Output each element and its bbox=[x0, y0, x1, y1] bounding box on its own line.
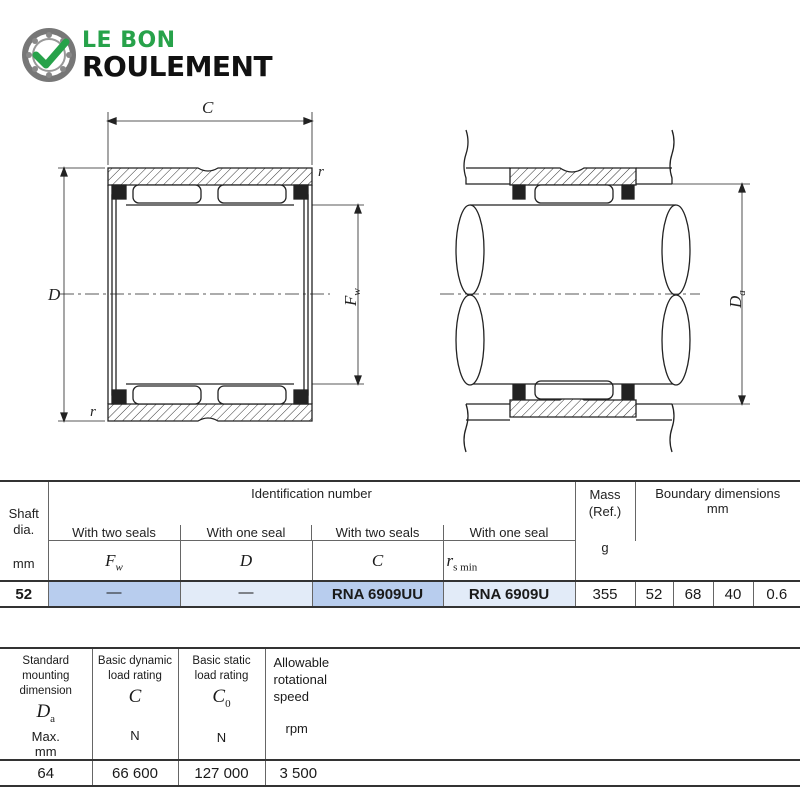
header-c0-symbol: $C_0$ bbox=[212, 686, 231, 710]
header-stat-1: Basic static bbox=[192, 655, 251, 667]
header-dyn-unit: N bbox=[130, 728, 140, 743]
cell-dash-1: — bbox=[48, 581, 180, 607]
cell-speed: 3 500 bbox=[265, 760, 800, 786]
brand-logo bbox=[22, 26, 302, 86]
table-row bbox=[0, 760, 800, 786]
header-std-mount-2: dimension bbox=[19, 685, 72, 697]
cell-da: 64 bbox=[37, 764, 55, 782]
cell-d: 68 bbox=[673, 581, 713, 607]
header-with-one-seal-1: With one seal bbox=[180, 525, 312, 540]
header-shaft-mm: mm bbox=[12, 556, 35, 571]
cell-shaft: 52 bbox=[15, 585, 33, 603]
cell-mass: 355 bbox=[575, 581, 635, 607]
cell-r: 0.6 bbox=[753, 581, 800, 607]
cell-rna-6909u[interactable]: RNA 6909U bbox=[443, 581, 575, 607]
label-r-top: r bbox=[318, 164, 324, 180]
bearing-mounting-view bbox=[440, 130, 750, 452]
header-with-one-seal-2: With one seal bbox=[443, 525, 575, 540]
cell-dash-2: — bbox=[180, 581, 312, 607]
identification-table bbox=[0, 480, 800, 608]
header-d: D bbox=[180, 541, 312, 581]
label-d: D bbox=[48, 285, 61, 304]
header-dyn-2: load rating bbox=[108, 670, 162, 682]
table-row bbox=[0, 581, 800, 607]
bearing-check-icon bbox=[22, 28, 78, 84]
header-with-two-seals-2: With two seals bbox=[312, 525, 443, 540]
header-allow-2: rotational bbox=[273, 672, 327, 687]
cell-c: 40 bbox=[713, 581, 753, 607]
header-max: Max. bbox=[31, 728, 60, 744]
header-stat-unit: N bbox=[216, 729, 227, 745]
cell-fw: 52 bbox=[635, 581, 673, 607]
header-rpm: rpm bbox=[285, 721, 308, 736]
header-std-mount-1: Standard mounting bbox=[22, 655, 70, 682]
cell-stat-c0: 127 000 bbox=[178, 760, 265, 786]
header-c: C bbox=[312, 541, 443, 581]
header-with-two-seals-1: With two seals bbox=[72, 525, 156, 540]
header-allow-3: speed bbox=[273, 689, 309, 704]
header-stat-2: load rating bbox=[194, 670, 249, 682]
cell-dyn-c: 66 600 bbox=[92, 760, 178, 786]
header-allow-1: Allowable bbox=[273, 655, 330, 670]
logo-text-top: LE BON bbox=[82, 28, 176, 53]
logo-text-bottom: ROULEMENT bbox=[82, 50, 273, 83]
header-fw: $F_w$ bbox=[48, 541, 180, 581]
label-c: C bbox=[202, 98, 214, 117]
bearing-section-view bbox=[58, 112, 364, 421]
header-da-unit: mm bbox=[34, 743, 57, 759]
header-rs-min: $r_{s min}$ bbox=[443, 541, 575, 581]
header-mass: Mass (Ref.) bbox=[588, 487, 622, 519]
header-c-symbol: C bbox=[128, 686, 142, 707]
header-dyn-1: Basic dynamic bbox=[97, 655, 173, 667]
load-rating-table bbox=[0, 647, 800, 787]
header-shaft-dia: Shaft dia. bbox=[8, 506, 39, 537]
header-da-symbol: $D_a$ bbox=[36, 701, 56, 725]
label-da: $D_a$ bbox=[726, 290, 748, 308]
label-r-bottom: r bbox=[90, 404, 96, 420]
header-mass-unit: g bbox=[601, 540, 609, 555]
label-fw: $F_w$ bbox=[341, 288, 363, 306]
header-boundary-mm: mm bbox=[706, 501, 729, 516]
cell-rna-6909uu[interactable]: RNA 6909UU bbox=[312, 581, 443, 607]
header-boundary-dimensions: Boundary dimensions bbox=[655, 486, 781, 501]
header-identification-number: Identification number bbox=[251, 486, 372, 501]
bearing-technical-drawing bbox=[0, 90, 800, 470]
